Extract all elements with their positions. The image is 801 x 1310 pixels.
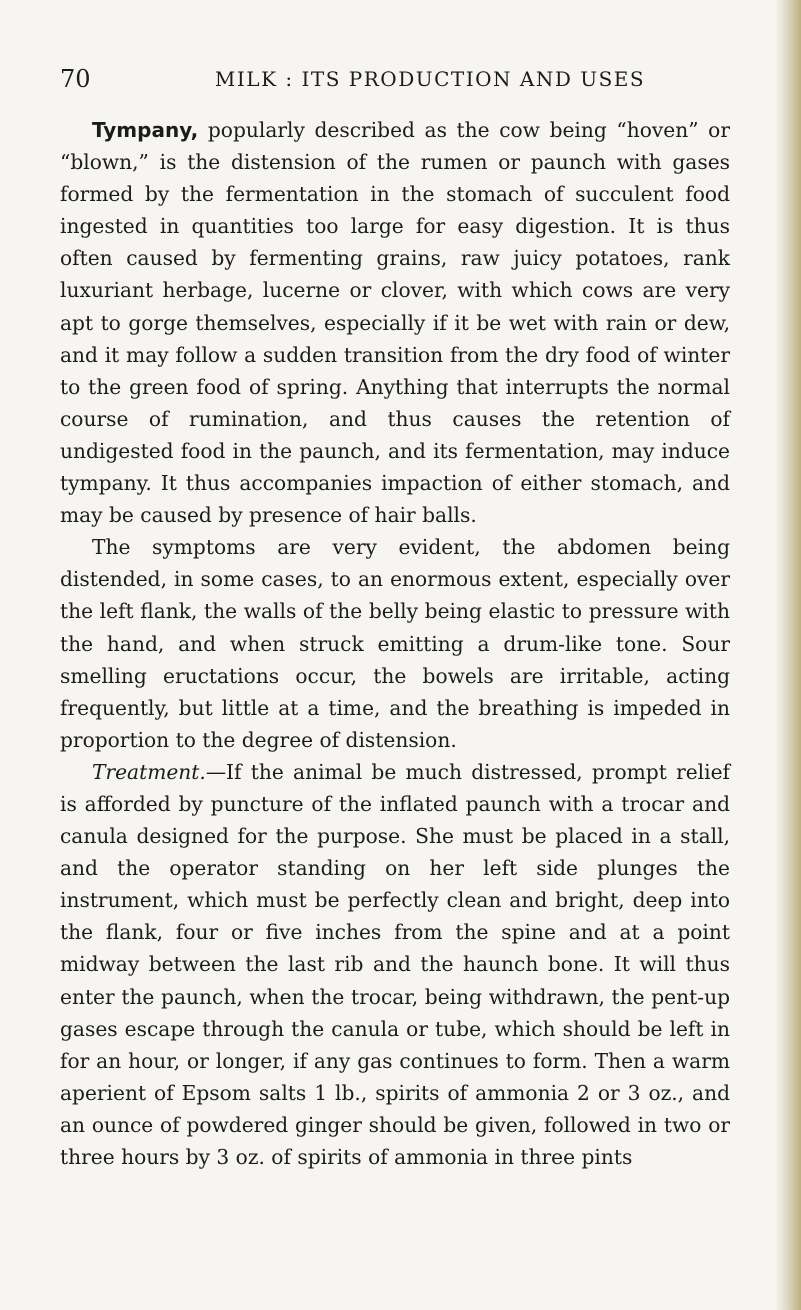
paragraph-text-tympany: popularly described as the cow being “hoven” or “blown,” is the distension of the rumen or paunch with gases formed by the fermentation in the stomach of succulent food ingested in quantities too large for easy digestion. It is thus often caused by fermenting grains, raw juicy potatoes, rank luxuriant herbage, lucerne or clover, with which cows are very apt to gorge themselves, especially if it be wet with rain or dew, and it may follow a sudden transition from the dry food of winter to the green food of spring. Anything that interrupts the normal course of rumination, and thus causes the retention of undigested food in the paunch, and its fermentation, may induce tympany. It thus accompanies impaction of either stomach, and may be caused by presence of hair balls. xyxy=(60,118,730,528)
paragraph-treatment xyxy=(60,756,730,1173)
page-header xyxy=(60,62,720,96)
paragraph-lead-tympany: Tympany, xyxy=(92,118,199,142)
paragraph-symptoms xyxy=(60,531,730,756)
paragraph-tympany xyxy=(60,114,730,531)
paragraph-text-treatment: —If the animal be much distressed, prompt relief is afforded by puncture of the inflated paunch with a trocar and canula designed for the purpose. She must be placed in a stall, and the operator standing on her left side plunges the instrument, which must be perfectly clean and bright, deep into the flank, four or five inches from the spine and at a point midway between the last rib and the haunch bone. It will thus enter the paunch, when the trocar, being withdrawn, the pent-up gases escape through the canula or tube, which should be left in for an hour, or longer, if any gas continues to form. Then a warm aperient of Epsom salts 1 lb., spirits of ammonia 2 or 3 oz., and an ounce of powdered ginger should be given, followed in two or three hours by 3 oz. of spirits of ammonia in three pints xyxy=(60,759,730,1169)
paragraph-lead-treatment: Treatment. xyxy=(92,759,206,784)
paragraph-text-symptoms: The symptoms are very evident, the abdomen being distended, in some cases, to an enormous extent, especially over the left flank, the walls of the belly being elastic to pressure with the hand, and when struck emitting a drum-like tone. Sour smelling eructations occur, the bowels are irritable, acting frequently, but little at a time, and the breathing is impeded in proportion to the degree of distension. xyxy=(60,535,730,752)
page-edge-shadow xyxy=(775,0,801,1310)
page-number: 70 xyxy=(60,65,91,93)
body-text xyxy=(60,114,730,1173)
running-head: MILK : ITS PRODUCTION AND USES xyxy=(214,67,646,91)
